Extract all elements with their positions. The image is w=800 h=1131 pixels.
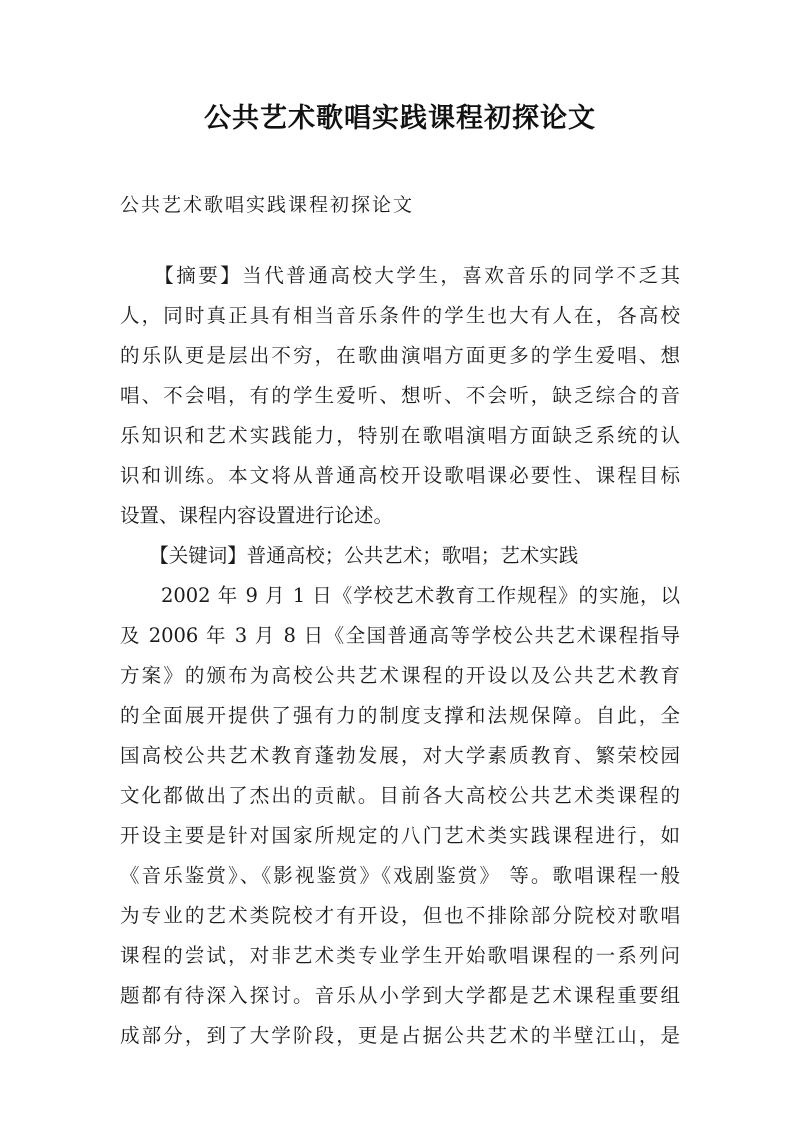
text-line: 为专业的艺术类院校才有开设，但也不排除部分院校对歌唱 — [120, 904, 680, 927]
body-text — [120, 256, 680, 1056]
text-line: 识和训练。本文将从普通高校开设歌唱课必要性、课程目标 — [120, 464, 680, 487]
text-line: 国高校公共艺术教育蓬勃发展，对大学素质教育、繁荣校园 — [120, 744, 680, 767]
document-subtitle: 公共艺术歌唱实践课程初探论文 — [120, 194, 415, 216]
keywords-line: 【关键词】普通高校；公共艺术；歌唱；艺术实践 — [120, 544, 579, 567]
text-line: 2002 年 9 月 1 日《学校艺术教育工作规程》的实施，以 — [120, 584, 680, 607]
text-line: 及 2006 年 3 月 8 日《全国普通高等学校公共艺术课程指导 — [120, 624, 680, 647]
text-line: 成部分，到了大学阶段，更是占据公共艺术的半壁江山，是 — [120, 1024, 680, 1047]
text-line: 唱、不会唱，有的学生爱听、想听、不会听，缺乏综合的音 — [120, 384, 680, 407]
text-line: 文化都做出了杰出的贡献。目前各大高校公共艺术类课程的 — [120, 784, 680, 807]
text-line: 《音乐鉴赏》、《影视鉴赏》《戏剧鉴赏》 等。歌唱课程一般 — [120, 864, 680, 887]
text-line: 的乐队更是层出不穷，在歌曲演唱方面更多的学生爱唱、想 — [120, 344, 680, 367]
text-line: 开设主要是针对国家所规定的八门艺术类实践课程进行，如 — [120, 824, 680, 847]
text-line: 的全面展开提供了强有力的制度支撑和法规保障。自此，全 — [120, 704, 680, 727]
text-line: 课程的尝试，对非艺术类专业学生开始歌唱课程的一系列问 — [120, 944, 680, 967]
page-title: 公共艺术歌唱实践课程初探论文 — [204, 103, 596, 134]
text-line: 人，同时真正具有相当音乐条件的学生也大有人在，各高校 — [120, 304, 680, 327]
text-line: 乐知识和艺术实践能力，特别在歌唱演唱方面缺乏系统的认 — [120, 424, 680, 447]
text-line: 题都有待深入探讨。音乐从小学到大学都是艺术课程重要组 — [120, 984, 680, 1007]
text-line: 设置、课程内容设置进行论述。 — [120, 504, 394, 527]
text-line: 方案》的颁布为高校公共艺术课程的开设以及公共艺术教育 — [120, 664, 680, 687]
text-line: 【摘要】当代普通高校大学生，喜欢音乐的同学不乏其 — [120, 264, 680, 287]
